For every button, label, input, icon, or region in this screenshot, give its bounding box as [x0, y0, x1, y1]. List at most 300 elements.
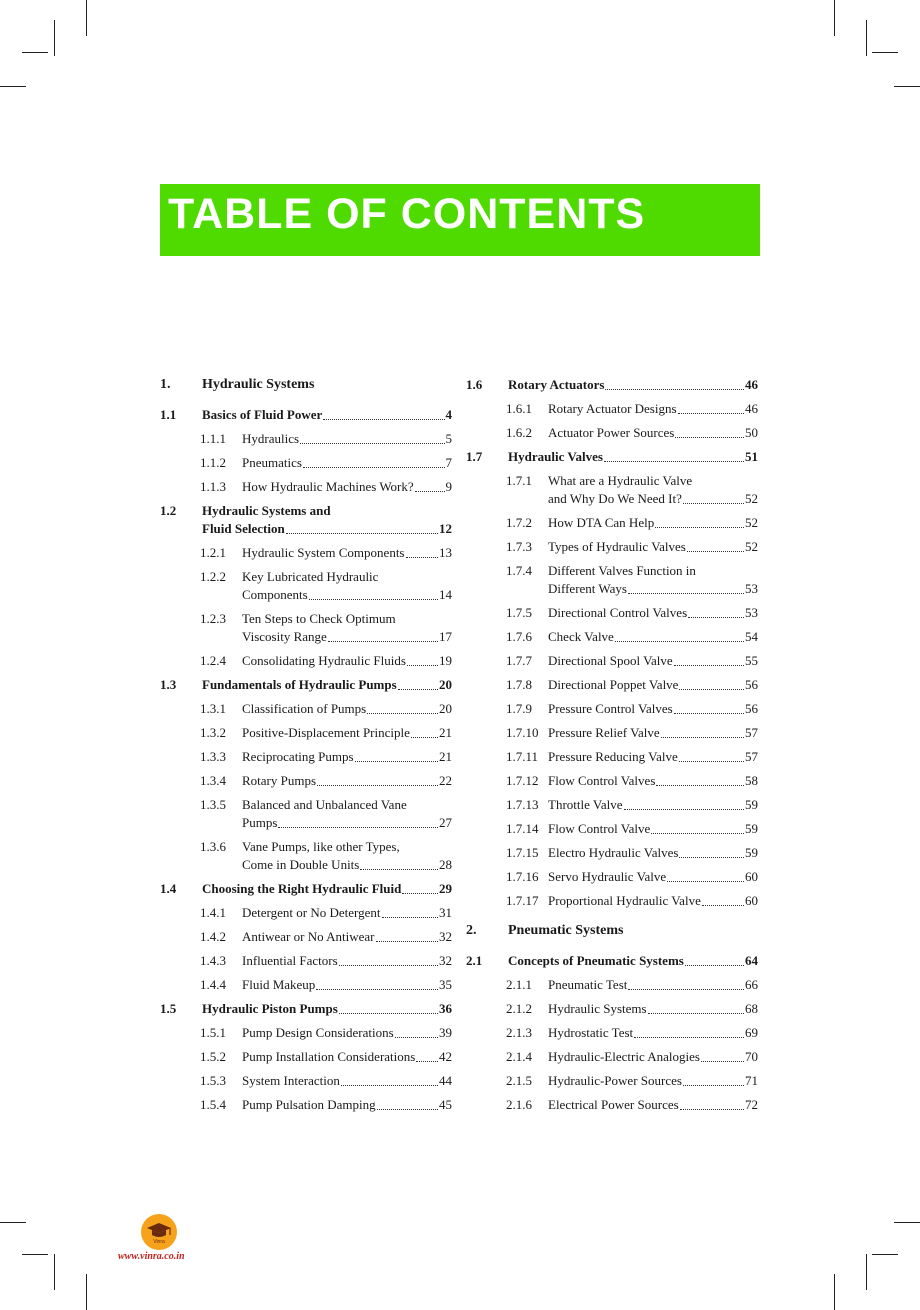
toc-entry-line [548, 796, 758, 814]
toc-page-number: 58 [745, 773, 758, 788]
dot-leader [661, 736, 744, 738]
toc-entry-title: Pneumatic Test [548, 977, 628, 992]
toc-page-number: 52 [745, 515, 758, 530]
dot-leader [648, 1012, 744, 1014]
toc-sub-entry[interactable] [160, 724, 452, 742]
toc-right-column [466, 376, 758, 1120]
toc-entry-body [548, 772, 758, 790]
toc-entry-number: 1.5.2 [200, 1049, 226, 1064]
toc-entry-number: 1.7.10 [506, 725, 539, 740]
toc-entry-line [548, 1072, 758, 1090]
dot-leader [685, 964, 744, 966]
toc-entry-number: 1.3.1 [200, 701, 226, 716]
toc-entry-line [242, 838, 452, 856]
dot-leader [656, 784, 744, 786]
dot-leader [679, 760, 744, 762]
toc-entry-number: 1.2.3 [200, 611, 226, 626]
dot-leader [687, 550, 744, 552]
page-title: TABLE OF CONTENTS [168, 190, 646, 238]
dot-leader [675, 436, 744, 438]
toc-entry-title: Pumps [242, 815, 278, 830]
crop-mark [894, 1222, 920, 1223]
toc-entry-number: 1.3 [160, 677, 177, 692]
toc-entry-body [548, 1072, 758, 1090]
toc-page-number: 14 [439, 587, 452, 602]
toc-entry-title: Vane Pumps, like other Types, [242, 839, 400, 854]
toc-section-entry[interactable] [160, 676, 452, 694]
toc-entry-number: 1.1.2 [200, 455, 226, 470]
toc-entry-line [202, 676, 452, 694]
toc-entry-title: Check Valve [548, 629, 614, 644]
toc-entry-line [242, 724, 452, 742]
toc-entry-body [548, 820, 758, 838]
toc-sub-entry[interactable] [466, 472, 758, 508]
toc-entry-number: 1.7.7 [506, 653, 532, 668]
toc-section-entry[interactable] [160, 1000, 452, 1018]
dot-leader [300, 442, 444, 444]
toc-entry-number: 1.7.15 [506, 845, 539, 860]
toc-page-number: 7 [445, 455, 452, 470]
toc-entry-line [548, 652, 758, 670]
toc-page-number: 46 [745, 401, 758, 416]
toc-entry-title: Hydraulic Systems [548, 1001, 647, 1016]
toc-sub-entry[interactable] [160, 478, 452, 496]
toc-entry-body [242, 976, 452, 994]
toc-entry-number: 2.1.5 [506, 1073, 532, 1088]
toc-entry-number: 1.7.12 [506, 773, 539, 788]
toc-entry-line [548, 538, 758, 556]
toc-entry-line [242, 610, 452, 628]
dot-leader [683, 1084, 744, 1086]
toc-sub-entry[interactable] [466, 892, 758, 910]
toc-entry-body [242, 772, 452, 790]
toc-page-number: 39 [439, 1025, 452, 1040]
toc-chapter-entry[interactable] [466, 922, 758, 940]
dot-leader [376, 940, 439, 942]
toc-page-number: 52 [745, 491, 758, 506]
toc-entry-title: Key Lubricated Hydraulic [242, 569, 379, 584]
toc-entry-title: Electro Hydraulic Valves [548, 845, 679, 860]
title-banner [160, 184, 760, 256]
toc-entry-line [242, 568, 452, 586]
toc-sub-entry[interactable] [466, 1000, 758, 1018]
toc-page-number: 70 [745, 1049, 758, 1064]
toc-entry-line [242, 700, 452, 718]
toc-sub-entry[interactable] [160, 700, 452, 718]
toc-entry-number: 1.7.9 [506, 701, 532, 716]
toc-sub-entry[interactable] [160, 796, 452, 832]
toc-sub-entry[interactable] [466, 820, 758, 838]
toc-entry-line [202, 880, 452, 898]
toc-entry-body [202, 376, 452, 394]
toc-sub-entry[interactable] [160, 568, 452, 604]
dot-leader [628, 592, 744, 594]
toc-entry-body [508, 922, 758, 940]
crop-mark [834, 1274, 835, 1310]
toc-entry-title: Hydraulic Systems [202, 377, 315, 392]
toc-page-number: 64 [745, 953, 758, 968]
toc-entry-line [508, 952, 758, 970]
toc-entry-title: Hydrostatic Test [548, 1025, 634, 1040]
publisher-logo [141, 1214, 177, 1250]
crop-mark [54, 1254, 55, 1290]
crop-mark [86, 0, 87, 36]
toc-entry-title: Components [242, 587, 308, 602]
toc-sub-entry[interactable] [466, 676, 758, 694]
toc-entry-title: Pump Design Considerations [242, 1025, 394, 1040]
toc-sub-entry[interactable] [160, 544, 452, 562]
toc-entry-title: Reciprocating Pumps [242, 749, 354, 764]
toc-entry-title: Come in Double Units [242, 857, 360, 872]
toc-sub-entry[interactable] [466, 538, 758, 556]
toc-entry-number: 2.1 [466, 953, 483, 968]
toc-chapter-entry[interactable] [160, 376, 452, 394]
toc-entry-title: Positive-Displacement Principle [242, 725, 410, 740]
toc-entry-title: Ten Steps to Check Optimum [242, 611, 396, 626]
toc-sub-entry[interactable] [466, 748, 758, 766]
toc-entry-number: 2.1.6 [506, 1097, 532, 1112]
toc-section-entry[interactable] [466, 448, 758, 466]
toc-entry-line [242, 772, 452, 790]
toc-sub-entry[interactable] [160, 976, 452, 994]
toc-sub-entry[interactable] [466, 1096, 758, 1114]
dot-leader [382, 916, 439, 918]
dot-leader [701, 1060, 744, 1062]
toc-page-number: 60 [745, 893, 758, 908]
toc-page-number: 44 [439, 1073, 452, 1088]
toc-sub-entry[interactable] [160, 1072, 452, 1090]
toc-entry-number: 1.6.1 [506, 401, 532, 416]
toc-sub-entry[interactable] [466, 652, 758, 670]
toc-entry-line [548, 976, 758, 994]
toc-page-number: 51 [745, 449, 758, 464]
toc-sub-entry[interactable] [466, 1048, 758, 1066]
toc-entry-title: Fundamentals of Hydraulic Pumps [202, 677, 397, 692]
toc-entry-line [242, 628, 452, 646]
toc-entry-line [202, 406, 452, 424]
dot-leader [411, 736, 438, 738]
toc-entry-body [242, 838, 452, 874]
toc-entry-body [548, 1096, 758, 1114]
toc-page-number: 59 [745, 821, 758, 836]
toc-sub-entry[interactable] [466, 844, 758, 862]
toc-entry-number: 1.5.3 [200, 1073, 226, 1088]
toc-entry-line [202, 1000, 452, 1018]
toc-entry-line [548, 514, 758, 532]
toc-page-number: 13 [439, 545, 452, 560]
toc-entry-number: 1.3.6 [200, 839, 226, 854]
toc-page-number: 42 [439, 1049, 452, 1064]
toc-entry-number: 1.3.4 [200, 773, 226, 788]
toc-entry-number: 1.2.2 [200, 569, 226, 584]
toc-sub-entry[interactable] [160, 748, 452, 766]
crop-mark [54, 20, 55, 56]
toc-entry-number: 1.7.11 [506, 749, 539, 764]
dot-leader [680, 1108, 744, 1110]
dot-leader [278, 826, 438, 828]
toc-page-number: 45 [439, 1097, 452, 1112]
toc-entry-line [242, 544, 452, 562]
toc-entry-body [548, 562, 758, 598]
toc-entry-line [242, 976, 452, 994]
toc-sub-entry[interactable] [160, 652, 452, 670]
crop-mark [0, 86, 26, 87]
toc-entry-body [202, 676, 452, 694]
toc-section-entry[interactable] [160, 502, 452, 538]
toc-entry-number: 1.3.2 [200, 725, 226, 740]
toc-entry-body [242, 748, 452, 766]
dot-leader [679, 688, 744, 690]
toc-entry-title: Rotary Actuators [508, 377, 605, 392]
toc-sub-entry[interactable] [160, 928, 452, 946]
toc-entry-title: Directional Spool Valve [548, 653, 673, 668]
toc-entry-body [242, 700, 452, 718]
toc-entry-number: 1.7.3 [506, 539, 532, 554]
toc-sub-entry[interactable] [466, 976, 758, 994]
toc-entry-number: 1.7.14 [506, 821, 539, 836]
toc-section-entry[interactable] [160, 880, 452, 898]
toc-page-number: 50 [745, 425, 758, 440]
toc-entry-number: 1.6.2 [506, 425, 532, 440]
toc-sub-entry[interactable] [160, 1024, 452, 1042]
toc-entry-line [242, 454, 452, 472]
toc-entry-title: Electrical Power Sources [548, 1097, 679, 1112]
toc-entry-number: 1.7.1 [506, 473, 532, 488]
toc-entry-line [548, 868, 758, 886]
toc-entry-number: 1.4.2 [200, 929, 226, 944]
toc-entry-number: 1.7.6 [506, 629, 532, 644]
toc-page-number: 46 [745, 377, 758, 392]
dot-leader [309, 598, 438, 600]
toc-section-entry[interactable] [466, 376, 758, 394]
dot-leader [355, 760, 438, 762]
toc-entry-line [242, 856, 452, 874]
toc-entry-title: Proportional Hydraulic Valve [548, 893, 701, 908]
dot-leader [674, 712, 744, 714]
dot-leader [341, 1084, 438, 1086]
toc-entry-number: 2. [466, 923, 477, 938]
dot-leader [407, 664, 438, 666]
toc-entry-number: 1.7.2 [506, 515, 532, 530]
toc-entry-title: Concepts of Pneumatic Systems [508, 953, 684, 968]
toc-page-number: 55 [745, 653, 758, 668]
toc-sub-entry[interactable] [466, 1024, 758, 1042]
toc-entry-title: Fluid Makeup [242, 977, 316, 992]
toc-page-number: 72 [745, 1097, 758, 1112]
toc-entry-title: Hydraulic Systems and [202, 503, 331, 518]
toc-entry-line [548, 892, 758, 910]
toc-entry-body [548, 1000, 758, 1018]
toc-sub-entry[interactable] [466, 724, 758, 742]
toc-section-entry[interactable] [466, 952, 758, 970]
toc-page-number: 56 [745, 677, 758, 692]
toc-sub-entry[interactable] [466, 424, 758, 442]
toc-entry-number: 1.1.1 [200, 431, 226, 446]
toc-entry-body [242, 1072, 452, 1090]
toc-entry-number: 1.5.4 [200, 1097, 226, 1112]
toc-entry-body [508, 448, 758, 466]
toc-page-number: 53 [745, 581, 758, 596]
toc-sub-entry[interactable] [466, 514, 758, 532]
dot-leader [328, 640, 438, 642]
toc-entry-title: Choosing the Right Hydraulic Fluid [202, 881, 402, 896]
toc-sub-entry[interactable] [160, 952, 452, 970]
dot-leader [678, 412, 744, 414]
dot-leader [406, 556, 439, 558]
toc-sub-entry[interactable] [466, 1072, 758, 1090]
toc-sub-entry[interactable] [160, 904, 452, 922]
toc-sub-entry[interactable] [160, 838, 452, 874]
toc-entry-title: Hydraulic System Components [242, 545, 405, 560]
toc-entry-line [242, 1048, 452, 1066]
dot-leader [402, 892, 438, 894]
toc-entry-body [242, 1096, 452, 1114]
toc-entry-number: 1.2.4 [200, 653, 226, 668]
dot-leader [628, 988, 744, 990]
toc-entry-line [548, 748, 758, 766]
toc-entry-line [548, 1048, 758, 1066]
toc-sub-entry[interactable] [466, 772, 758, 790]
dot-leader [367, 712, 438, 714]
dot-leader [339, 1012, 438, 1014]
toc-page-number: 57 [745, 749, 758, 764]
toc-sub-entry[interactable] [466, 562, 758, 598]
toc-sub-entry[interactable] [466, 868, 758, 886]
toc-entry-title: Hydraulics [242, 431, 300, 446]
toc-entry-body [242, 1024, 452, 1042]
toc-entry-line [548, 844, 758, 862]
toc-entry-body [242, 610, 452, 646]
website-link[interactable]: www.vinra.co.in [118, 1251, 185, 1262]
dot-leader [323, 418, 444, 420]
toc-entry-title: Different Ways [548, 581, 627, 596]
toc-sub-entry[interactable] [466, 628, 758, 646]
toc-entry-title: Hydraulic Piston Pumps [202, 1001, 338, 1016]
toc-entry-line [548, 1000, 758, 1018]
toc-entry-line [202, 502, 452, 520]
toc-page-number: 32 [439, 953, 452, 968]
toc-sub-entry[interactable] [160, 772, 452, 790]
toc-sub-entry[interactable] [466, 700, 758, 718]
toc-entry-body [548, 676, 758, 694]
toc-entry-body [548, 628, 758, 646]
toc-entry-line [548, 676, 758, 694]
toc-entry-body [548, 1024, 758, 1042]
toc-page-number: 66 [745, 977, 758, 992]
toc-entry-title: Pneumatics [242, 455, 302, 470]
toc-page-number: 17 [439, 629, 452, 644]
dot-leader [688, 616, 744, 618]
toc-entry-number: 1.7.8 [506, 677, 532, 692]
toc-entry-number: 1.7 [466, 449, 483, 464]
toc-entry-title: Pump Pulsation Damping [242, 1097, 376, 1112]
toc-entry-body [508, 376, 758, 394]
dot-leader [286, 532, 438, 534]
toc-page-number: 12 [439, 521, 452, 536]
toc-sub-entry[interactable] [466, 796, 758, 814]
toc-entry-body [548, 514, 758, 532]
toc-entry-number: 1.3.3 [200, 749, 226, 764]
toc-entry-number: 1. [160, 377, 171, 392]
dot-leader [416, 1060, 438, 1062]
toc-entry-title: Pneumatic Systems [508, 923, 624, 938]
toc-entry-body [548, 868, 758, 886]
toc-entry-line [242, 814, 452, 832]
crop-mark [872, 1254, 898, 1255]
toc-page-number: 5 [445, 431, 452, 446]
toc-entry-line [548, 628, 758, 646]
toc-entry-number: 1.1 [160, 407, 177, 422]
crop-mark [894, 86, 920, 87]
toc-entry-body [548, 700, 758, 718]
toc-entry-title: and Why Do We Need It? [548, 491, 682, 506]
dot-leader [624, 808, 745, 810]
toc-entry-body [242, 928, 452, 946]
toc-page-number: 59 [745, 797, 758, 812]
toc-entry-title: Directional Poppet Valve [548, 677, 679, 692]
crop-mark [872, 52, 898, 53]
dot-leader [317, 784, 438, 786]
toc-entry-title: Hydraulic-Electric Analogies [548, 1049, 700, 1064]
toc-entry-line [548, 472, 758, 490]
toc-section-entry[interactable] [160, 406, 452, 424]
toc-entry-title: Detergent or No Detergent [242, 905, 381, 920]
toc-entry-title: Hydraulic Valves [508, 449, 603, 464]
dot-leader [674, 664, 744, 666]
toc-entry-line [548, 400, 758, 418]
toc-entry-body [242, 952, 452, 970]
toc-entry-title: Classification of Pumps [242, 701, 367, 716]
toc-entry-title: Fluid Selection [202, 521, 285, 536]
toc-entry-title: Viscosity Range [242, 629, 327, 644]
toc-sub-entry[interactable] [160, 430, 452, 448]
toc-sub-entry[interactable] [466, 400, 758, 418]
toc-entry-body [202, 1000, 452, 1018]
toc-sub-entry[interactable] [160, 610, 452, 646]
toc-entry-number: 1.4.1 [200, 905, 226, 920]
toc-page-number: 69 [745, 1025, 758, 1040]
crop-mark [834, 0, 835, 36]
dot-leader [339, 964, 438, 966]
dot-leader [303, 466, 445, 468]
toc-entry-number: 1.7.4 [506, 563, 532, 578]
toc-entry-title: Consolidating Hydraulic Fluids [242, 653, 406, 668]
toc-entry-title: How DTA Can Help [548, 515, 655, 530]
toc-page-number: 32 [439, 929, 452, 944]
toc-sub-entry[interactable] [466, 604, 758, 622]
toc-entry-number: 1.7.13 [506, 797, 539, 812]
toc-entry-line [548, 604, 758, 622]
toc-page-number: 19 [439, 653, 452, 668]
toc-sub-entry[interactable] [160, 1048, 452, 1066]
toc-entry-title: Influential Factors [242, 953, 338, 968]
toc-entry-title: What are a Hydraulic Valve [548, 473, 693, 488]
dot-leader [615, 640, 744, 642]
toc-entry-title: Basics of Fluid Power [202, 407, 323, 422]
toc-entry-body [548, 796, 758, 814]
toc-entry-line [548, 562, 758, 580]
crop-mark [0, 1222, 26, 1223]
dot-leader [415, 490, 445, 492]
toc-entry-line [242, 586, 452, 604]
toc-sub-entry[interactable] [160, 454, 452, 472]
toc-entry-line [548, 1024, 758, 1042]
toc-entry-line [242, 1096, 452, 1114]
toc-sub-entry[interactable] [160, 1096, 452, 1114]
crop-mark [866, 20, 867, 56]
toc-page-number: 20 [439, 677, 452, 692]
toc-entry-title: Actuator Power Sources [548, 425, 675, 440]
